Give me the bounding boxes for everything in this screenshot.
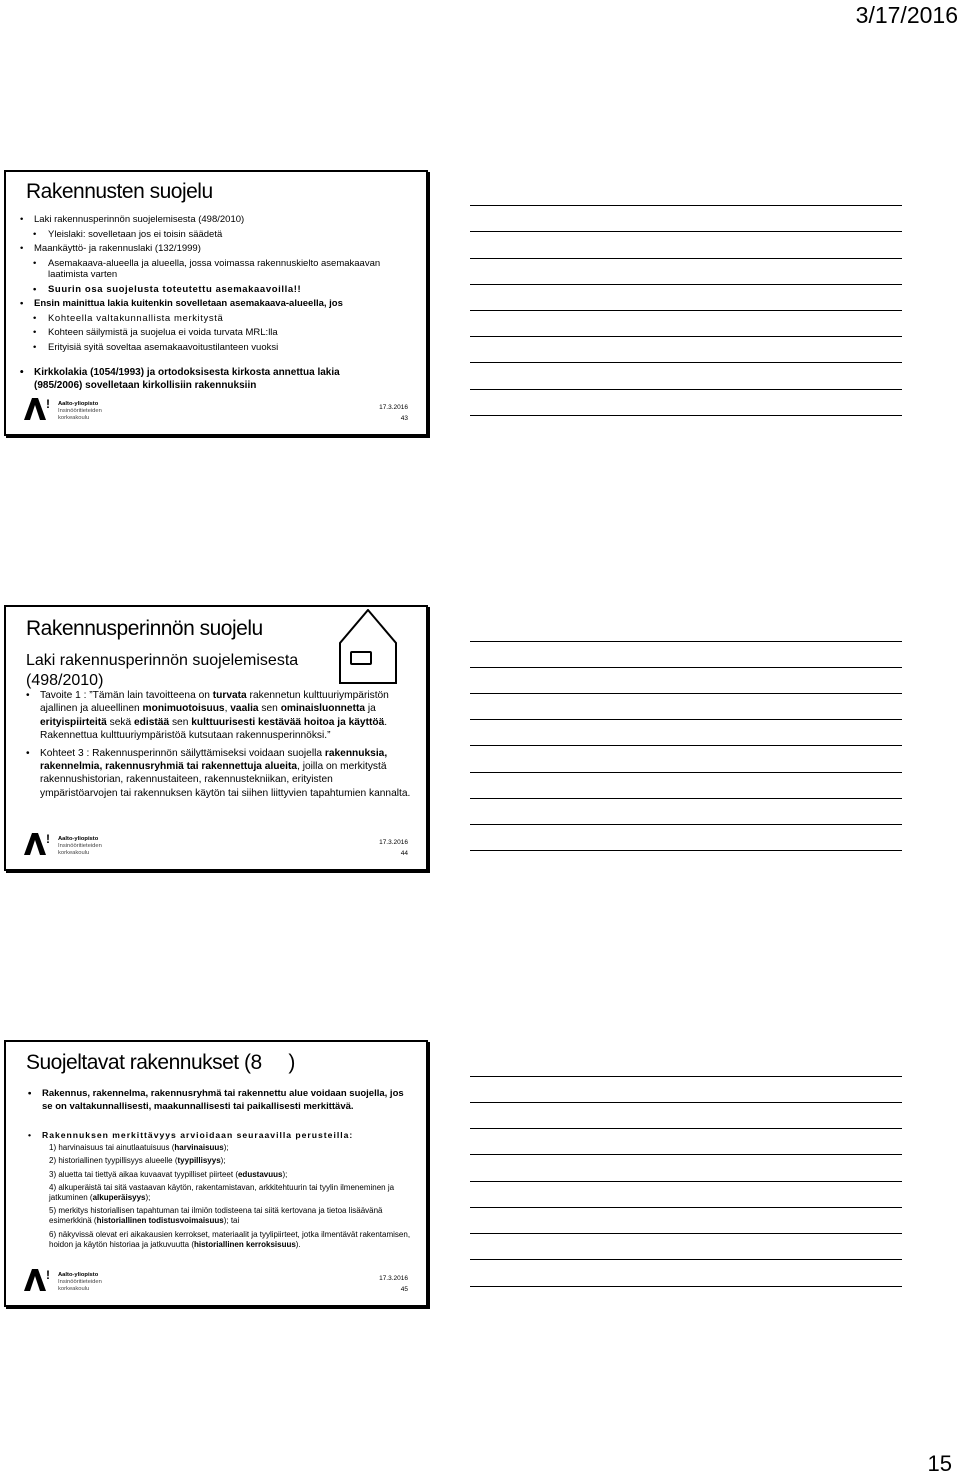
slide-number: 45 [400, 1286, 408, 1293]
bullet-item-targets: • Kohteet 3 : Rakennusperinnön säilyttämiseksi voidaan suojella rakennuksia, rakennelmia, rakennusryhmiä tai rakennettuja alueita, joilla on merkitystä rakennushistorian, rakennustaiteen, rakennustekniikan, erityisten ympäristöarvojen tai rakennuksen käytön tai siihen liittyvien tapahtumien kannalta. [26, 747, 412, 801]
sub-bullet-item: • Kohteella valtakunnallista merkitystä [20, 313, 418, 325]
sub-bullet-item: • Kohteen säilymistä ja suojelua ei voida turvata MRL:lla [20, 327, 418, 339]
criteria-item: 4) alkuperäistä tai sitä vastaavan käytön, rakentamistavan, arkkitehtuurin tai tyylin ilmeneminen ja jatkuminen (alkuperäisyys); [49, 1182, 395, 1203]
aalto-a-icon [24, 1269, 54, 1291]
slide-44 [4, 605, 428, 871]
slide-number: 43 [400, 415, 408, 422]
slide-footer [379, 402, 408, 424]
aalto-a-icon [24, 833, 54, 855]
logo-line-3: korkeakoulu [58, 414, 90, 421]
criteria-heading: • Rakennuksen merkittävyys arvioidaan seuraavilla perusteilla: [28, 1130, 416, 1140]
slide-43 [4, 170, 428, 436]
svg-text:!: ! [46, 1269, 50, 1282]
slide-footer [379, 837, 408, 859]
church-law-bullet [20, 366, 386, 392]
slide-title: Suojeltavat rakennukset (8 ) [26, 1051, 295, 1074]
logo-line-2: Insinööritieteiden [58, 407, 102, 414]
svg-text:!: ! [46, 398, 50, 411]
slide-date: 17.3.2016 [379, 839, 408, 846]
logo-line-1: Aalto-yliopisto [58, 401, 99, 407]
slide-title: Rakennusten suojelu [26, 180, 213, 203]
slide-date: 17.3.2016 [379, 1275, 408, 1282]
slide-footer [379, 1273, 408, 1295]
criteria-list [28, 1130, 416, 1253]
criteria-item: 5) merkitys historiallisen tapahtuman tai ilmiön todisteena tai siitä kertovana ja tietoa lisäävänä esimerkkinä (historiallinen todistusvoimaisuus); tai [49, 1206, 383, 1226]
church-law-text: • Kirkkolakia (1054/1993) ja ortodoksisesta kirkosta annettua lakia (985/2006) sovelletaan kirkollisiin rakennuksiin [34, 367, 340, 391]
criteria-item: 6) näkyvissä olevat eri aikakausien kerrokset, materiaalit ja tyylipiirteet, jotka ilmentävät rakentamisen, hoidon ja käytön historiaa ja jatkuvuutta (historiallinen kerroksisuus). [49, 1229, 411, 1249]
logo-line-2: Insinööritieteiden [58, 842, 102, 849]
slide-title: Rakennusperinnön suojelu [26, 617, 263, 640]
sub-bullet-item: • Erityisiä syitä soveltaa asemakaavoitustilanteen vuoksi [20, 342, 418, 354]
slide-number: 44 [400, 850, 408, 857]
aalto-logo [24, 833, 134, 857]
sub-bullet-item: • Asemakaava-alueella ja alueella, jossa voimassa rakennuskielto asemakaavan laatimista varten [20, 258, 418, 281]
svg-text:!: ! [46, 833, 50, 846]
logo-line-1: Aalto-yliopisto [58, 1272, 99, 1278]
print-date: 3/17/2016 [855, 2, 958, 28]
sub-bullet-item-emphasis: • Suurin osa suojelusta toteutettu asemakaavoilla!! [20, 284, 418, 296]
bullet-list [26, 689, 412, 804]
logo-line-3: korkeakoulu [58, 849, 90, 856]
logo-line-1: Aalto-yliopisto [58, 836, 99, 842]
slide-45 [4, 1040, 428, 1307]
criteria-item: 3) aluetta tai tiettyä aikaa kuvaavat tyypilliset piirteet (edustavuus); [49, 1169, 288, 1179]
sub-bullet-item: • Yleislaki: sovelletaan jos ei toisin säädetä [20, 229, 418, 241]
logo-line-2: Insinööritieteiden [58, 1278, 102, 1285]
logo-line-3: korkeakoulu [58, 1285, 90, 1292]
criteria-item: 1) harvinaisuus tai ainutlaatuisuus (harvinaisuus); [49, 1143, 229, 1153]
bullet-item: • Laki rakennusperinnön suojelemisesta (498/2010) [20, 214, 418, 226]
criteria-intro: • Rakennus, rakennelma, rakennusryhmä tai rakennettu alue voidaan suojella, jos se on valtakunnallisesti, maakunnallisesti tai paikallisesti merkittävä. [28, 1088, 416, 1113]
aalto-logo [24, 1269, 134, 1293]
bullet-item: • Maankäyttö- ja rakennuslaki (132/1999) [20, 243, 418, 255]
aalto-a-icon [24, 398, 54, 420]
bullet-item-goal: • Tavoite 1 : ”Tämän lain tavoitteena on turvata rakennetun kulttuuriympäristön ajallinen ja alueellinen monimuotoisuus, vaalia sen ominaisluonnetta ja erityispiirteitä sekä edistää sen kulttuurisesti kestävää hoitoa ja käyttöä. Rakennettua kulttuuriympäristöä kutsutaan rakennusperinnöksi.” [26, 689, 412, 743]
bullet-item: • Ensin mainittua lakia kuitenkin sovelletaan asemakaava-alueella, jos [20, 298, 418, 310]
house-icon [338, 609, 398, 685]
criteria-item: 2) historiallinen tyypillisyys alueelle (tyypillisyys); [49, 1156, 226, 1166]
slide-subtitle: Laki rakennusperinnön suojelemisesta (498/2010) [26, 652, 299, 689]
slide-date: 17.3.2016 [379, 404, 408, 411]
bullet-list [20, 214, 418, 356]
page-number: 15 [927, 1451, 952, 1476]
aalto-logo [24, 398, 134, 422]
